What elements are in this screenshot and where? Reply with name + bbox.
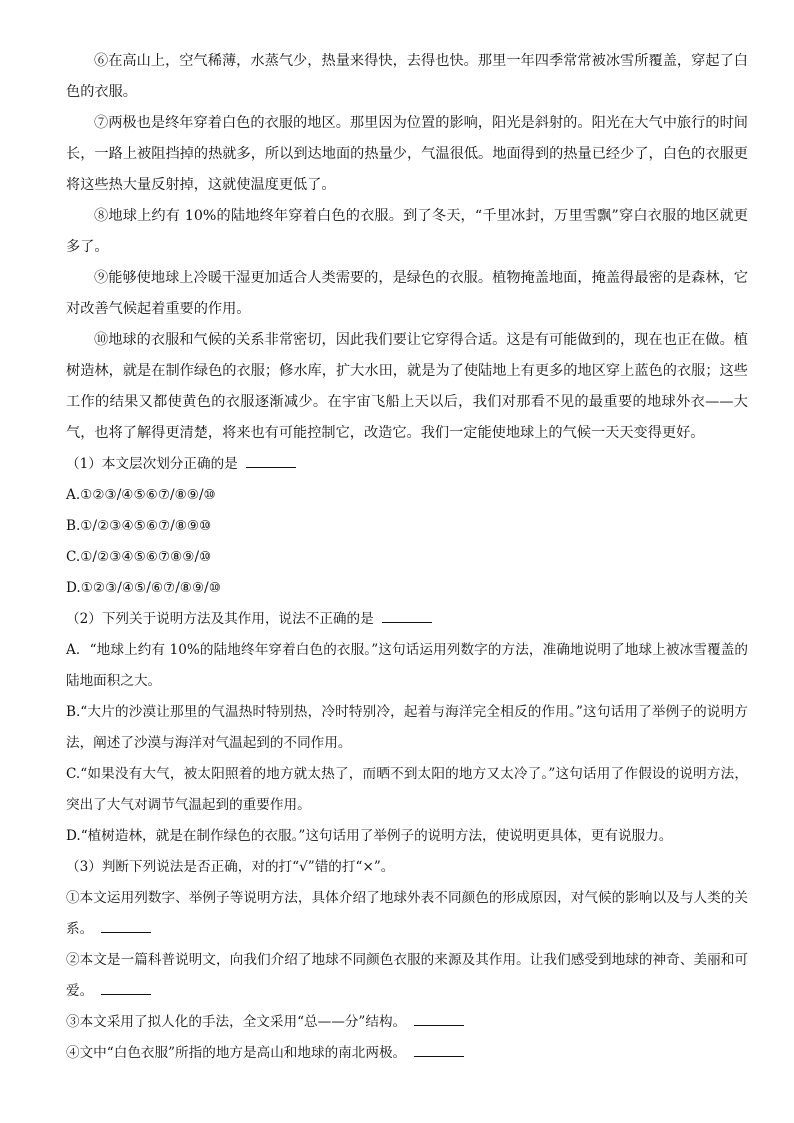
paragraph-8: ⑧地球上约有 10%的陆地终年穿着白色的衣服。到了冬天，“千里冰封，万里雪飘”穿白衣服的地区就更多了。 [66, 208, 748, 255]
q1-option-b: B.①/②③④⑤⑥⑦/⑧⑨⑩ [66, 518, 212, 534]
question-3-stem: （3）判断下列说法是否正确，对的打“√”错的打“×”。 [66, 859, 395, 875]
question-2-stem: （2）下列关于说明方法及其作用，说法不正确的是 [66, 604, 748, 635]
answer-blank[interactable] [414, 1011, 464, 1026]
question-1-stem: （1）本文层次划分正确的是 [66, 449, 748, 480]
document-page [66, 46, 748, 1069]
paragraph-9: ⑨能够使地球上冷暖干湿更加适合人类需要的，是绿色的衣服。植物掩盖地面，掩盖得最密的是森林，它对改善气候起着重要的作用。 [66, 270, 748, 317]
q3-item-1: ①本文运用列数字、举例子等说明方法，具体介绍了地球外表不同颜色的形成原因，对气候的影响以及与人类的关系。 [66, 890, 748, 937]
q3-item-2: ②本文是一篇科普说明文，向我们介绍了地球不同颜色衣服的来源及其作用。让我们感受到地球的神奇、美丽和可爱。 [66, 952, 748, 999]
q1-option-a: A.①②③/④⑤⑥⑦/⑧⑨/⑩ [66, 487, 216, 503]
q2-option-c: C.“如果没有大气，被太阳照着的地方就太热了，而晒不到太阳的地方又太冷了。”这句话用了作假设的说明方法，突出了大气对调节气温起到的重要作用。 [66, 766, 748, 813]
q3-item-3: ③本文采用了拟人化的手法，全文采用“总——分”结构。 [66, 1007, 748, 1038]
answer-blank[interactable] [101, 980, 151, 995]
answer-blank[interactable] [414, 1042, 464, 1057]
paragraph-10: ⑩地球的衣服和气候的关系非常密切，因此我们要让它穿得合适。这是有可能做到的，现在也正在做。植树造林，就是在制作绿色的衣服；修水库，扩大水田，就是为了使陆地上有更多的地区穿上蓝色的衣服；这些工作的结果又都使黄色的衣服逐渐减少。在宇宙飞船上天以后，我们对那看不见的最重要的地球外衣——大气，也将了解得更清楚，将来也有可能控制它，改造它。我们一定能使地球上的气候一天天变得更好。 [66, 332, 748, 441]
q2-option-b: B.“大片的沙漠让那里的气温热时特别热，冷时特别冷，起着与海洋完全相反的作用。”这句话用了举例子的说明方法，阐述了沙漠与海洋对气温起到的不同作用。 [66, 704, 748, 751]
q2-option-d: D.“植树造林，就是在制作绿色的衣服。”这句话用了举例子的说明方法，使说明更具体，更有说服力。 [66, 828, 673, 844]
answer-blank[interactable] [246, 453, 296, 468]
paragraph-6: ⑥在高山上，空气稀薄，水蒸气少，热量来得快，去得也快。那里一年四季常常被冰雪所覆盖，穿起了白色的衣服。 [66, 53, 748, 100]
q1-option-d: D.①②③/④⑤/⑥⑦/⑧⑨/⑩ [66, 580, 221, 596]
answer-blank[interactable] [101, 918, 151, 933]
answer-blank[interactable] [382, 608, 432, 623]
q2-option-a: A．“地球上约有 10%的陆地终年穿着白色的衣服。”这句话运用列数字的方法，准确地说明了地球上被冰雪覆盖的陆地面积之大。 [66, 642, 748, 689]
q3-item-4: ④文中“白色衣服”所指的地方是高山和地球的南北两极。 [66, 1038, 748, 1069]
paragraph-7: ⑦两极也是终年穿着白色的衣服的地区。那里因为位置的影响，阳光是斜射的。阳光在大气中旅行的时间长，一路上被阻挡掉的热就多，所以到达地面的热量少，气温很低。地面得到的热量已经少了，白色的衣服更将这些热大量反射掉，这就使温度更低了。 [66, 115, 748, 193]
q1-option-c: C.①/②③④⑤⑥⑦⑧⑨/⑩ [66, 549, 212, 565]
